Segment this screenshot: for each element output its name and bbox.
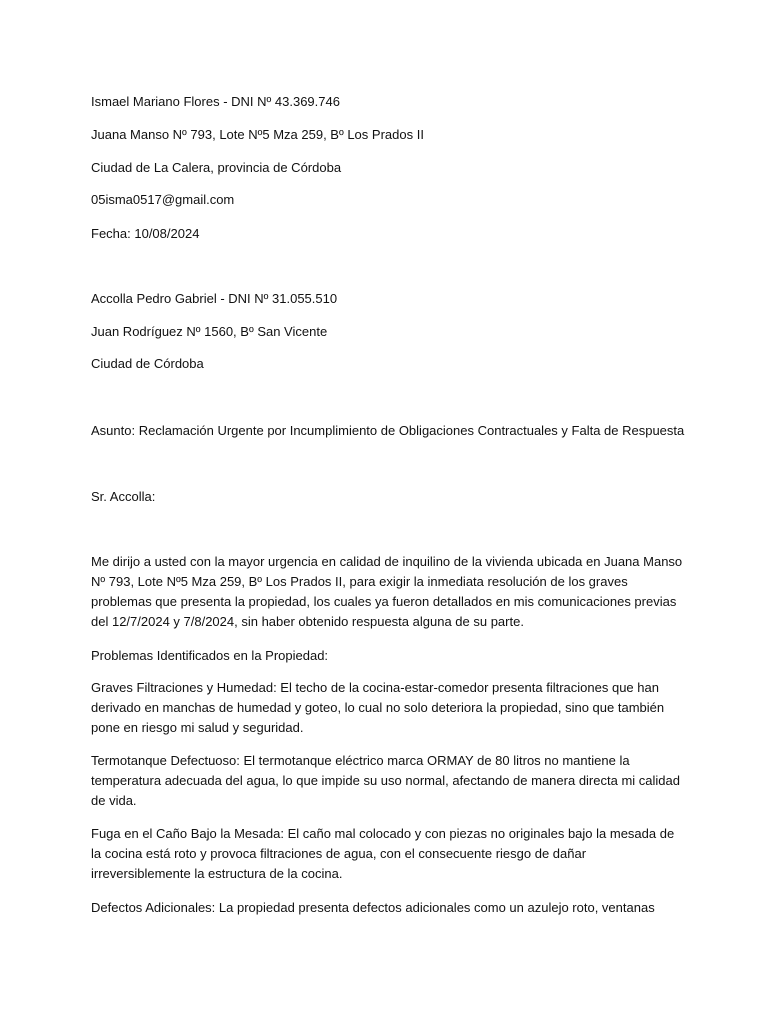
letter-subject: Asunto: Reclamación Urgente por Incumplimiento de Obligaciones Contractuales y Falta de Respuesta bbox=[91, 423, 685, 438]
body-intro-paragraph: Me dirijo a usted con la mayor urgencia en calidad de inquilino de la vivienda ubicada en Juana Manso Nº 793, Lote Nº5 Mza 259, Bº Los Prados II, para exigir la inmediata resolución de los graves problemas que presenta la propiedad, los cuales ya fueron detallados en mis comunicaciones previas del 12/7/2024 y 7/8/2024, sin haber obtenido respuesta alguna de su parte. bbox=[91, 554, 683, 629]
problem-paragraph-leaks: Graves Filtraciones y Humedad: El techo de la cocina-estar-comedor presenta filtraciones que han derivado en manchas de humedad y goteo, lo cual no solo deteriora la propiedad, sino que también pone en riesgo mi salud y seguridad. bbox=[91, 680, 665, 735]
recipient-city: Ciudad de Córdoba bbox=[91, 356, 204, 371]
letter-salutation: Sr. Accolla: bbox=[91, 489, 156, 504]
problem-paragraph-water-heater: Termotanque Defectuoso: El termotanque eléctrico marca ORMAY de 80 litros no mantiene la temperatura adecuada del agua, lo que impide su uso normal, afectando de manera directa mi calidad de vida. bbox=[91, 753, 680, 808]
letter-date: Fecha: 10/08/2024 bbox=[91, 226, 200, 241]
problems-heading: Problemas Identificados en la Propiedad: bbox=[91, 648, 329, 663]
sender-address: Juana Manso Nº 793, Lote Nº5 Mza 259, Bº Los Prados II bbox=[91, 127, 424, 142]
problem-paragraph-pipe-leak: Fuga en el Caño Bajo la Mesada: El caño mal colocado y con piezas no originales bajo la mesada de la cocina está roto y provoca filtraciones de agua, con el consecuente riesgo de dañar irreversiblemente la estructura de la cocina. bbox=[91, 826, 675, 881]
recipient-address: Juan Rodríguez Nº 1560, Bº San Vicente bbox=[91, 324, 328, 339]
recipient-name-line: Accolla Pedro Gabriel - DNI Nº 31.055.510 bbox=[91, 291, 338, 306]
sender-city: Ciudad de La Calera, provincia de Córdoba bbox=[91, 160, 342, 175]
sender-name-line: Ismael Mariano Flores - DNI Nº 43.369.746 bbox=[91, 94, 340, 109]
sender-email: 05isma0517@gmail.com bbox=[91, 192, 235, 207]
problem-paragraph-additional-defects: Defectos Adicionales: La propiedad presenta defectos adicionales como un azulejo roto, ventanas bbox=[91, 900, 655, 915]
